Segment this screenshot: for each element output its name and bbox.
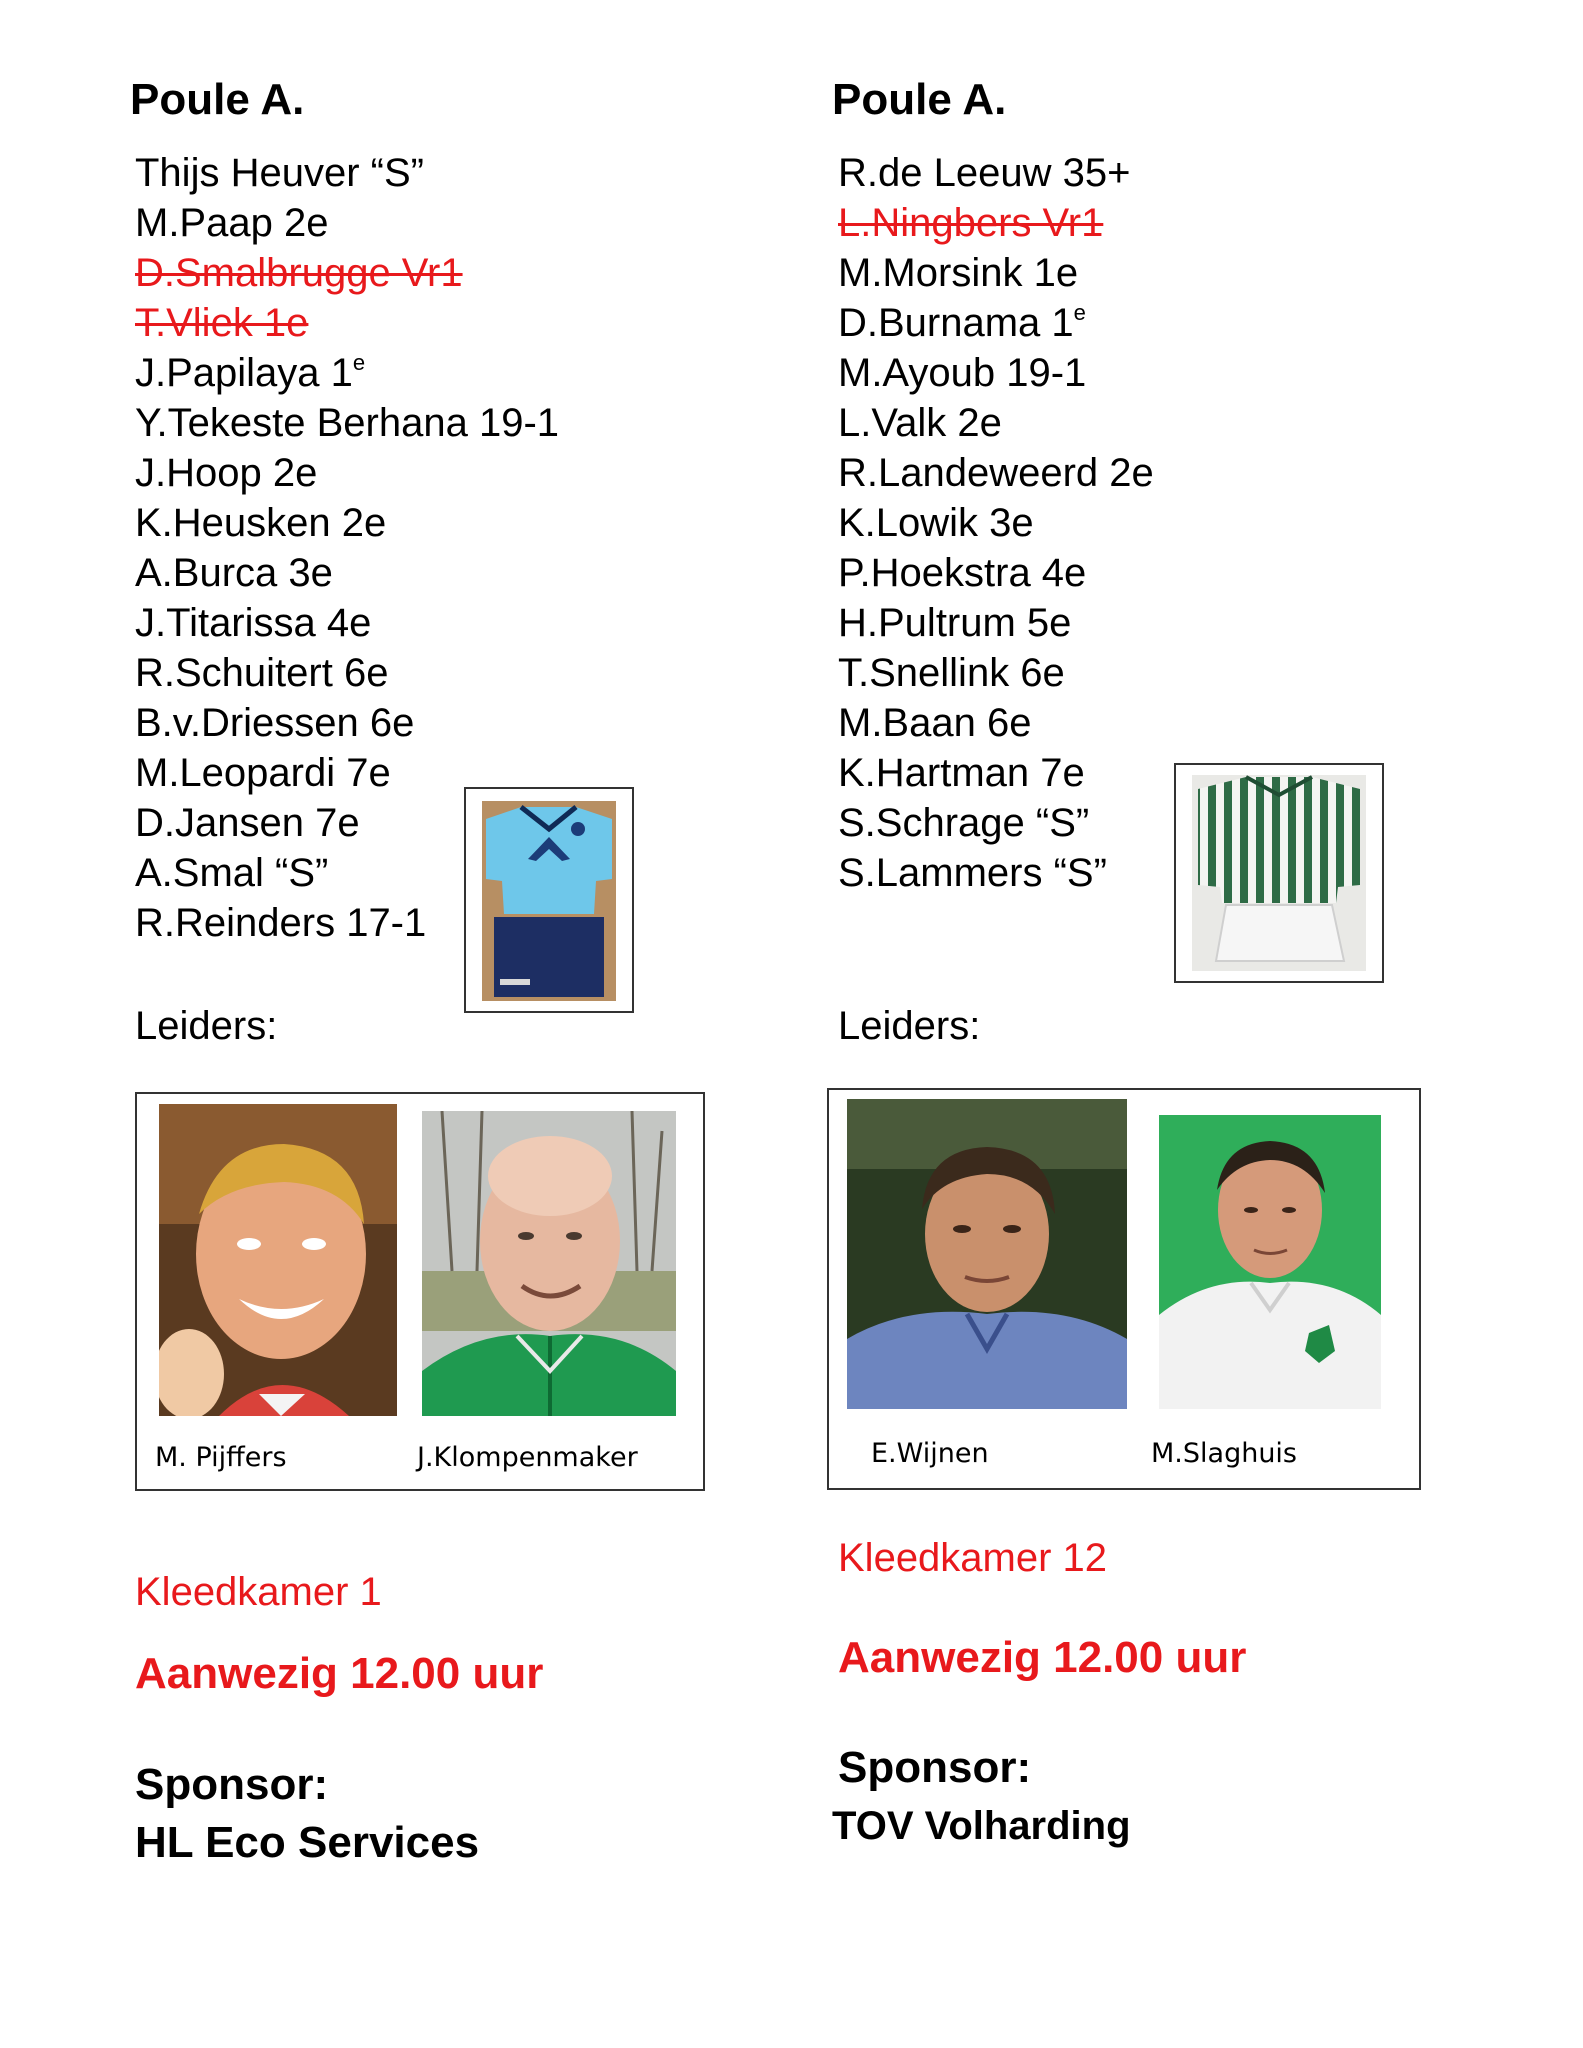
player-name [135,198,559,248]
left-sponsor-name: HL Eco Services [135,1818,480,1867]
player-name-struck [135,298,559,348]
player-name [838,248,1154,298]
player-name [838,798,1154,848]
player-name-text: Thijs Heuver “S” [135,151,424,195]
green-striped-kit-image [1176,765,1382,981]
player-rank-superscript: e [1073,300,1086,325]
left-aanwezig: Aanwezig 12.00 uur [135,1649,544,1698]
player-name-text: R.de Leeuw 35+ [838,151,1131,195]
player-name-text: M.Morsink 1e [838,251,1079,295]
player-name [838,748,1154,798]
leider-photo-pijffers [159,1104,397,1416]
player-name [135,598,559,648]
player-name [838,548,1154,598]
player-name [135,698,559,748]
left-kleedkamer: Kleedkamer 1 [135,1570,382,1614]
player-name-text: T.Snellink 6e [838,651,1065,695]
right-aanwezig: Aanwezig 12.00 uur [838,1633,1247,1682]
player-name-text: R.Schuitert 6e [135,651,389,695]
player-name-text: M.Ayoub 19-1 [838,351,1087,395]
player-name [838,698,1154,748]
player-name-text: A.Burca 3e [135,551,333,595]
player-name [838,498,1154,548]
leider-photo-slaghuis [1159,1115,1381,1409]
right-kit-photo [1174,763,1384,983]
player-name-text: M.Leopardi 7e [135,751,391,795]
player-name [135,398,559,448]
left-poule-title: Poule A. [130,75,305,124]
leider-photo-klompenmaker [422,1111,676,1416]
player-name [135,648,559,698]
player-name-text: K.Lowik 3e [838,501,1034,545]
player-rank-superscript: e [352,350,366,375]
right-kleedkamer: Kleedkamer 12 [838,1536,1108,1580]
left-leiders-box [135,1092,705,1491]
player-name [838,648,1154,698]
right-leiders-label: Leiders: [838,1004,981,1048]
leider-caption-slaghuis: M.Slaghuis [1151,1438,1297,1469]
player-name-text: K.Heusken 2e [135,501,387,545]
player-name-text: T.Vliek 1e [135,301,309,345]
right-sponsor-name: TOV Volharding [832,1804,1131,1848]
right-sponsor-label: Sponsor: [838,1743,1032,1792]
player-name-text: S.Lammers “S” [838,851,1107,895]
player-name [838,298,1154,348]
left-kit-photo [464,787,634,1013]
player-name [135,498,559,548]
blue-kit-image [466,789,632,1011]
player-name-text: R.Landeweerd 2e [838,451,1154,495]
player-name-text: Y.Tekeste Berhana 19-1 [135,401,560,445]
player-name-text: B.v.Driessen 6e [135,701,415,745]
left-sponsor-label: Sponsor: [135,1760,329,1809]
right-leiders-box [827,1088,1421,1490]
player-name-text: D.Burnama 1 [838,301,1074,345]
player-name-text: L.Valk 2e [838,401,1002,445]
player-name [838,848,1154,898]
player-name-struck [838,198,1154,248]
player-name-text: L.Ningbers Vr1 [838,201,1104,245]
leider-caption-pijffers: M. Pijffers [155,1442,287,1473]
player-name-text: K.Hartman 7e [838,751,1085,795]
player-name-text: R.Reinders 17-1 [135,901,427,945]
player-name [838,348,1154,398]
leider-caption-wijnen: E.Wijnen [871,1438,989,1469]
player-name-text: J.Papilaya 1 [135,351,353,395]
player-name [135,548,559,598]
right-player-list [838,148,1154,898]
leider-caption-klompenmaker: J.Klompenmaker [417,1442,638,1473]
player-name-text: S.Schrage “S” [838,801,1090,845]
player-name [135,448,559,498]
player-name-text: M.Paap 2e [135,201,329,245]
player-name-text: A.Smal “S” [135,851,329,895]
player-name-text: D.Smalbrugge Vr1 [135,251,463,295]
left-leiders-label: Leiders: [135,1004,278,1048]
right-poule-title: Poule A. [832,75,1007,124]
player-name [838,148,1154,198]
player-name-text: J.Titarissa 4e [135,601,372,645]
player-name [838,398,1154,448]
player-name-text: P.Hoekstra 4e [838,551,1087,595]
player-name-text: D.Jansen 7e [135,801,360,845]
player-name [135,348,559,398]
player-name [135,148,559,198]
leider-photo-wijnen [847,1099,1127,1409]
player-name-text: M.Baan 6e [838,701,1032,745]
player-name-text: J.Hoop 2e [135,451,318,495]
player-name [838,598,1154,648]
player-name-text: H.Pultrum 5e [838,601,1072,645]
player-name [838,448,1154,498]
player-name-struck [135,248,559,298]
